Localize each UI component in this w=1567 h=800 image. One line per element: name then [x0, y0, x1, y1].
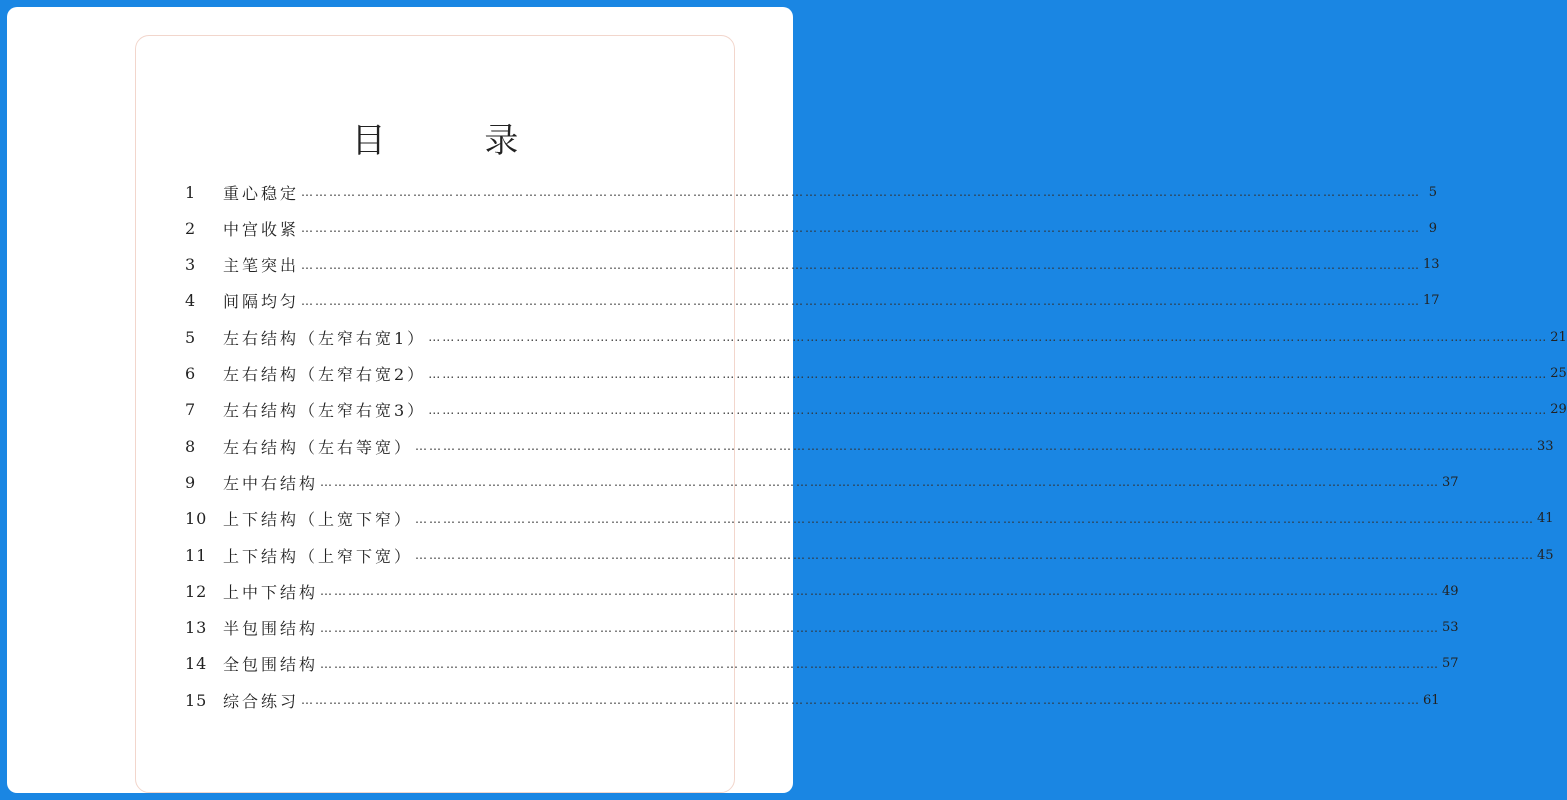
- toc-entry-page: 41: [1537, 511, 1554, 527]
- toc-leader-dots: ……………………………………………………………………………………………………………………………………………………………………………………………………………………: [301, 293, 1422, 308]
- toc-entry: [185, 613, 1459, 643]
- toc-entry: [185, 504, 1554, 534]
- toc-entry-number: 12: [185, 581, 208, 601]
- toc-entry-page: 61: [1423, 692, 1440, 708]
- toc-entry-number: 7: [185, 400, 197, 420]
- toc-entry-label: 全包围结构: [223, 655, 319, 675]
- toc-leader-dots: ……………………………………………………………………………………………………………………………………………………………………………………………………………………: [320, 620, 1441, 635]
- toc-leader-dots: ……………………………………………………………………………………………………………………………………………………………………………………………………………………: [320, 475, 1441, 490]
- toc-entry-page: 13: [1423, 257, 1440, 273]
- toc-entry-label: 左右结构（左窄右宽2）: [223, 365, 427, 384]
- toc-entry-label: 重心稳定: [223, 183, 300, 203]
- toc-entry-number: 5: [185, 327, 197, 347]
- toc-entry-label: 左右结构（左窄右宽1）: [223, 328, 427, 348]
- toc-entry-number: 15: [185, 690, 208, 710]
- toc-entry-page: 53: [1442, 620, 1459, 636]
- toc-entry-label: 半包围结构: [223, 619, 319, 639]
- toc-entry-page: 29: [1550, 402, 1567, 418]
- toc-entry-label: 上下结构（上窄下宽）: [223, 546, 414, 566]
- toc-entry-number: 13: [185, 618, 208, 638]
- toc-entry-number: 2: [185, 218, 197, 238]
- toc-entry-page: 57: [1442, 656, 1459, 672]
- toc-entry-page: 49: [1442, 583, 1459, 599]
- toc-entry-page: 17: [1423, 293, 1440, 309]
- toc-entry-page: 25: [1550, 366, 1567, 381]
- toc-leader-dots: ……………………………………………………………………………………………………………………………………………………………………………………………………………………: [301, 693, 1422, 708]
- toc-entry: [185, 467, 1459, 497]
- toc-entry-label: 中宫收紧: [223, 219, 300, 239]
- toc-entry-label: 左右结构（左右等宽）: [223, 437, 414, 457]
- toc-entry-page: 33: [1537, 438, 1554, 454]
- toc-leader-dots: ……………………………………………………………………………………………………………………………………………………………………………………………………………………: [428, 402, 1549, 417]
- toc-entry-label: 间隔均匀: [223, 292, 300, 312]
- toc-entry: [185, 213, 1438, 243]
- toc-entry-label: 上下结构（上宽下窄）: [223, 510, 414, 530]
- toc-entry: [185, 395, 1567, 425]
- toc-entry-page: 45: [1537, 547, 1554, 563]
- toc-entry-number: 11: [185, 545, 208, 565]
- toc-entry-label: 左右结构（左窄右宽3）: [223, 401, 427, 421]
- toc-entry-number: 8: [185, 436, 197, 456]
- toc-entry-number: 6: [185, 364, 197, 383]
- toc-entry-number: 9: [185, 472, 197, 492]
- toc-entry-label: 左中右结构: [223, 473, 319, 493]
- toc-leader-dots: ……………………………………………………………………………………………………………………………………………………………………………………………………………………: [301, 185, 1422, 199]
- toc-entry-label: 上中下结构: [223, 582, 319, 602]
- toc-entry-page: 21: [1550, 329, 1567, 345]
- toc-leader-dots: ……………………………………………………………………………………………………………………………………………………………………………………………………………………: [320, 656, 1441, 671]
- toc-entry-page: 9: [1428, 220, 1438, 236]
- toc-entry: [185, 177, 1438, 207]
- toc-entry: [185, 649, 1459, 679]
- toc-entry-number: 1: [185, 182, 197, 202]
- toc-leader-dots: ……………………………………………………………………………………………………………………………………………………………………………………………………………………: [320, 584, 1441, 599]
- toc-entry-number: 14: [185, 654, 208, 674]
- white-background: [7, 7, 1567, 793]
- toc-entry-number: 10: [185, 509, 208, 529]
- toc-entry-number: 3: [185, 255, 197, 275]
- page-title: 目 录: [351, 121, 563, 161]
- toc-leader-dots: ……………………………………………………………………………………………………………………………………………………………………………………………………………………: [428, 366, 1549, 381]
- toc-leader-dots: ……………………………………………………………………………………………………………………………………………………………………………………………………………………: [301, 257, 1422, 272]
- toc-entry: [185, 322, 1567, 352]
- toc-entry: [185, 359, 1567, 389]
- toc-entry: [185, 250, 1440, 280]
- toc-entry: [185, 431, 1554, 461]
- toc-entry: [185, 576, 1459, 606]
- toc-entry-number: 4: [185, 291, 197, 311]
- toc-entry-label: 主笔突出: [223, 256, 300, 276]
- toc-entry: [185, 685, 1440, 715]
- toc-leader-dots: ……………………………………………………………………………………………………………………………………………………………………………………………………………………: [415, 439, 1536, 454]
- toc-leader-dots: ……………………………………………………………………………………………………………………………………………………………………………………………………………………: [301, 221, 1422, 236]
- toc-leader-dots: ……………………………………………………………………………………………………………………………………………………………………………………………………………………: [415, 548, 1536, 562]
- toc-leader-dots: ……………………………………………………………………………………………………………………………………………………………………………………………………………………: [428, 330, 1549, 345]
- toc-leader-dots: ……………………………………………………………………………………………………………………………………………………………………………………………………………………: [415, 511, 1536, 526]
- toc-entry-page: 5: [1428, 184, 1438, 200]
- toc-entry: [185, 540, 1554, 570]
- toc-entry-label: 综合练习: [223, 691, 300, 711]
- toc-entry: [185, 286, 1440, 316]
- toc-entry-page: 37: [1442, 474, 1459, 490]
